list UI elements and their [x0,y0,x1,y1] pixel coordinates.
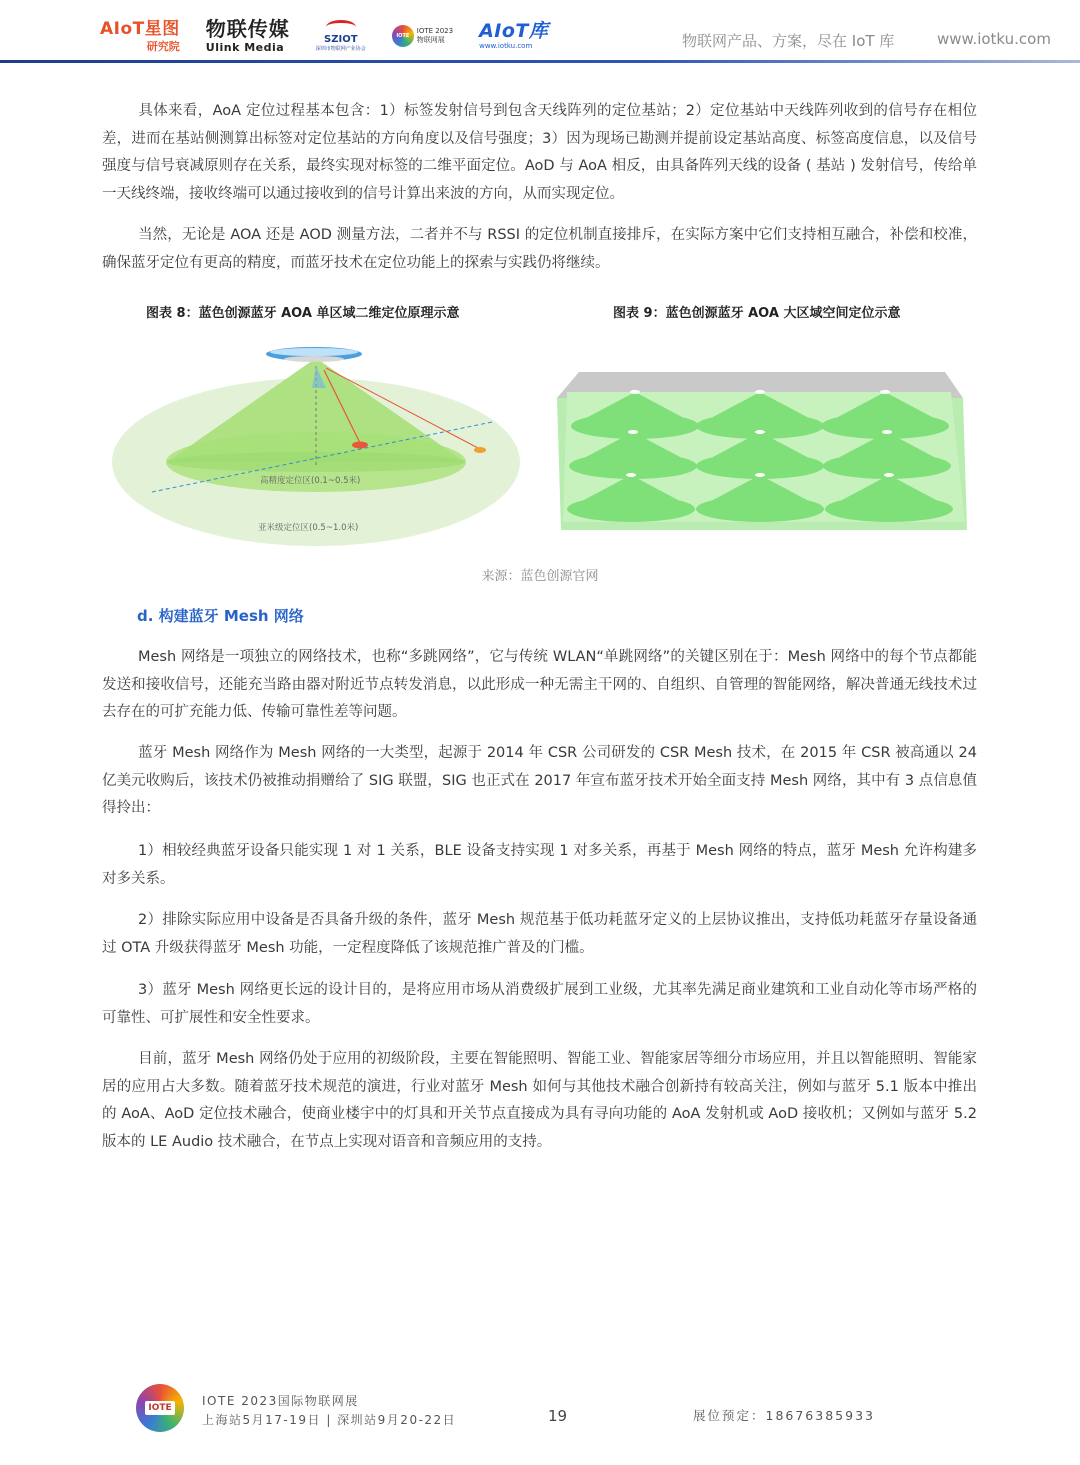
header-site-link[interactable]: www.iotku.com [937,30,1051,48]
high-precision-zone-label: 高精度定位区(0.1~0.5米) [260,476,361,486]
tag-red-icon [352,442,368,449]
header-slogan: 物联网产品、方案，尽在 IoT 库 [682,32,895,50]
paragraph-point-3 [102,977,977,1032]
iote-logo [392,25,453,47]
tag-orange-icon [474,447,486,453]
sziot-logo-subtext: 深圳市物联网产业协会 [315,46,366,52]
paragraph-point-2 [102,907,977,962]
paragraph-point-2-text: 2）排除实际应用中设备是否具备升级的条件，蓝牙 Mesh 规范基于低功耗蓝牙定义的上层协议推出，支持低功耗蓝牙存量设备通过 OTA 升级获得蓝牙 Mesh 功能，一定程度降低了该规范推广普及的门槛。 [102,912,977,956]
aiotku-logo-url: www.iotku.com [479,42,533,50]
paragraph-mesh-intro-text: Mesh 网络是一项独立的网络技术，也称“多跳网络”，它与传统 WLAN“单跳网络”的关键区别在于：Mesh 网络中的每个节点都能发送和接收信号，还能充当路由器对附近节点转发消息，以此形成一种无需主干网的、自组织、自管理的智能网络，解决普通无线技术过去存在的可扩充能力低、传输可靠性差等问题。 [102,649,977,720]
sziot-logo [316,20,366,52]
aiotku-logo-text: AIoT库 [479,20,549,42]
paragraph-mesh-status-text: 目前，蓝牙 Mesh 网络仍处于应用的初级阶段，主要在智能照明、智能工业、智能家居等细分市场应用，并且以智能照明、智能家居的应用占大多数。随着蓝牙技术规范的演进，行业对蓝牙 Mesh 如何与其他技术融合创新持有较高关注，例如与蓝牙 5.1 版本中推出的 AoA、AoD 定位技术融合，使商业楼宇中的灯具和开关节点直接成为具有寻向功能的 AoA 发射机或 AoD 接收机；又例如与蓝牙 5.2 版本的 LE Audio 技术融合，在节点上实现对语音和音频应用的支持。 [102,1051,977,1150]
locator-coverage-grid [567,390,953,522]
paragraph-point-1 [102,838,977,893]
figure-9-aoa-large-area [553,370,975,535]
aiot-logo-text: AIoT星图 [100,18,180,39]
figure-8-aoa-single-zone [112,340,524,550]
page-footer [0,1380,1080,1440]
sub-meter-zone-label: 亚米级定位区(0.5~1.0米) [258,523,359,533]
iote-logo-subtext: 物联网展 [416,36,445,44]
aiot-research-logo [100,18,180,53]
sziot-arc-icon [326,20,356,34]
section-title-mesh: d. 构建蓝牙 Mesh 网络 [137,607,304,625]
iote-badge-icon: IOTE [392,25,414,47]
page-header [0,0,1080,66]
paragraph-aoa-process [102,98,977,208]
figure-9-title: 图表 9：蓝色创源蓝牙 AOA 大区域空间定位示意 [613,306,901,321]
partner-logos [100,16,574,56]
paragraph-mesh-origin-text: 蓝牙 Mesh 网络作为 Mesh 网络的一大类型，起源于 2014 年 CSR 公司研发的 CSR Mesh 技术，在 2015 年 CSR 被高通以 24 亿美元收购后，该技术仍被推动捐赠给了 SIG 联盟，SIG 也正式在 2017 年宣布蓝牙技术开始全面支持 Mesh 网络，其中有 3 点信息值得拎出： [102,745,977,816]
figure-8-title: 图表 8：蓝色创源蓝牙 AOA 单区域二维定位原理示意 [146,306,460,321]
footer-booth-contact: 展位预定：18676385933 [693,1408,875,1423]
ulink-logo-subtext: Ulink Media [205,41,285,54]
paragraph-mesh-origin [102,740,977,823]
ulink-media-logo [206,19,290,53]
paragraph-aoa-rssi [102,222,977,277]
header-divider [0,60,1080,63]
figure-source: 来源：蓝色创源官网 [481,569,599,584]
iote-footer-logo-icon [136,1384,184,1432]
ulink-logo-text: 物联传媒 [205,17,290,41]
iote-logo-text: IOTE 2023 [416,27,454,35]
paragraph-mesh-status [102,1046,977,1156]
paragraph-aoa-process-text: 具体来看，AoA 定位过程基本包含：1）标签发射信号到包含天线阵列的定位基站；2）定位基站中天线阵列收到的信号存在相位差，进而在基站侧测算出标签对定位基站的方向角度以及信号强度；3）因为现场已勘测并提前设定基站高度、标签高度信息，以及信号强度与信号衰减原则存在关系，最终实现对标签的二维平面定位。AoD 与 AoA 相反，由具备阵列天线的设备 ( 基站 ) 发射信号，传给单一天线终端，接收终端可以通过接收到的信号计算出来波的方向，从而实现定位。 [102,103,977,202]
paragraph-point-1-text: 1）相较经典蓝牙设备只能实现 1 对 1 关系，BLE 设备支持实现 1 对多关系，再基于 Mesh 网络的特点，蓝牙 Mesh 允许构建多对多关系。 [102,843,977,887]
sziot-logo-text: SZIOT [324,34,358,45]
aiot-logo-subtext: 研究院 [146,39,180,53]
footer-expo-name: IOTE 2023国际物联网展 [202,1394,359,1408]
aiotku-logo [479,22,548,50]
paragraph-mesh-intro [102,644,977,727]
paragraph-point-3-text: 3）蓝牙 Mesh 网络更长远的设计目的，是将应用市场从消费级扩展到工业级，尤其率先满足商业建筑和工业自动化等市场严格的可靠性、可扩展性和安全性要求。 [102,982,977,1026]
paragraph-aoa-rssi-text: 当然，无论是 AOA 还是 AOD 测量方法，二者并不与 RSSI 的定位机制直接排斥，在实际方案中它们支持相互融合，补偿和校准，确保蓝牙定位有更高的精度，而蓝牙技术在定位功能上的探索与实践仍将继续。 [102,227,977,271]
page-number: 19 [548,1407,568,1425]
iote-footer-logo-text: IOTE [145,1401,174,1415]
footer-expo-dates: 上海站5月17-19日 | 深圳站9月20-22日 [202,1413,457,1427]
